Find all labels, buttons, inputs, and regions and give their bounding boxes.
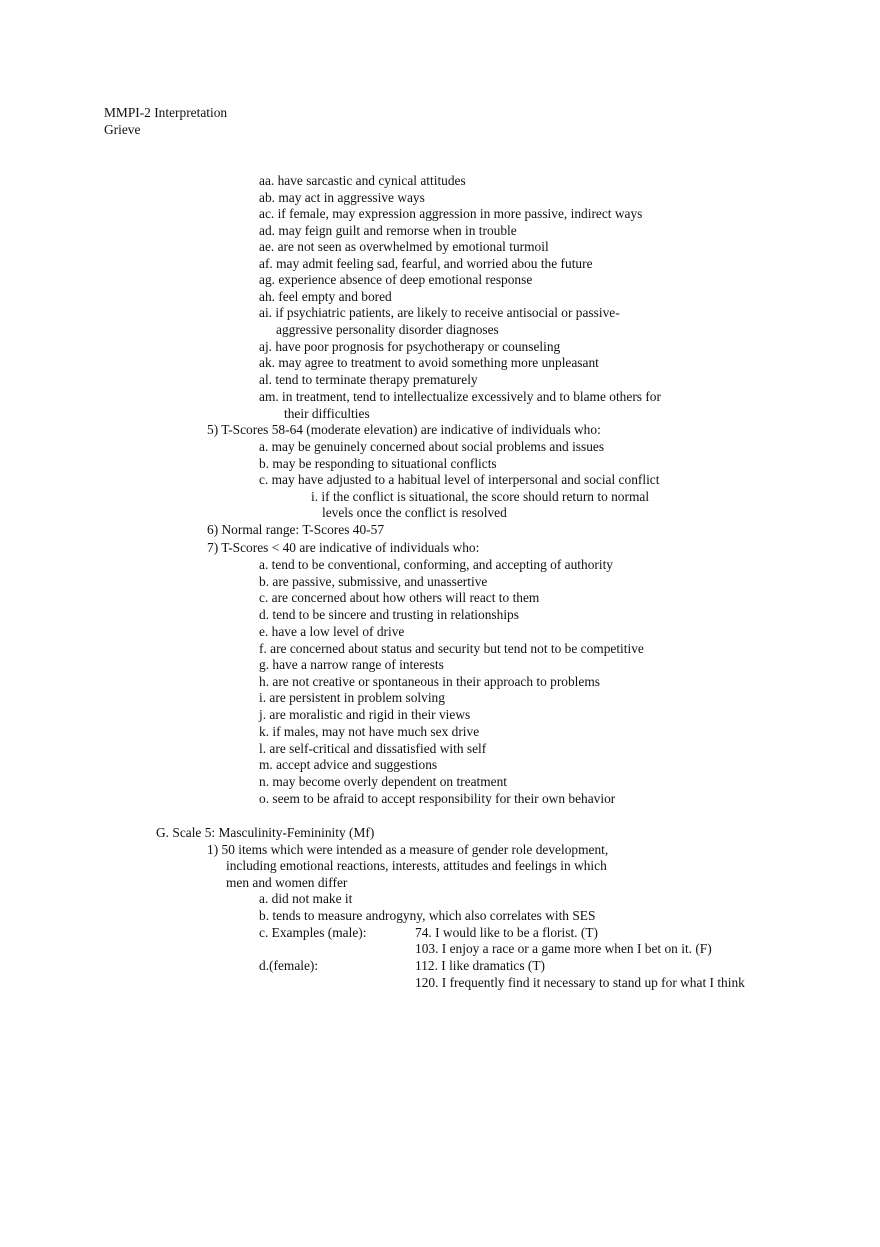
list-item: ab. may act in aggressive ways bbox=[259, 190, 425, 205]
example-item: 112. I like dramatics (T) bbox=[415, 958, 546, 973]
list-item: b. are passive, submissive, and unassertive bbox=[259, 574, 488, 589]
list-item: am. in treatment, tend to intellectualize excessively and to blame others for bbox=[259, 389, 661, 404]
list-item: l. are self-critical and dissatisfied with self bbox=[259, 741, 487, 756]
list-item: ac. if female, may expression aggression in more passive, indirect ways bbox=[259, 206, 643, 221]
section-heading-continuation: men and women differ bbox=[226, 875, 348, 890]
list-item: e. have a low level of drive bbox=[259, 624, 405, 639]
list-item: o. seem to be afraid to accept responsibility for their own behavior bbox=[259, 791, 616, 806]
sub-list-item: i. if the conflict is situational, the score should return to normal bbox=[311, 489, 650, 504]
document-title: MMPI-2 Interpretation bbox=[104, 105, 228, 120]
example-item: 74. I would like to be a florist. (T) bbox=[415, 925, 598, 940]
sub-list-item-continuation: levels once the conflict is resolved bbox=[322, 505, 507, 520]
list-item: aj. have poor prognosis for psychotherapy or counseling bbox=[259, 339, 561, 354]
example-item: 103. I enjoy a race or a game more when I bet on it. (F) bbox=[415, 941, 712, 956]
list-item: b. tends to measure androgyny, which also correlates with SES bbox=[259, 908, 596, 923]
list-item: a. tend to be conventional, conforming, and accepting of authority bbox=[259, 557, 613, 572]
list-item: a. did not make it bbox=[259, 891, 353, 906]
list-item: j. are moralistic and rigid in their views bbox=[259, 707, 471, 722]
examples-female-label: d.(female): bbox=[259, 958, 319, 973]
list-item: f. are concerned about status and security but tend not to be competitive bbox=[259, 641, 644, 656]
list-item: al. tend to terminate therapy prematurely bbox=[259, 372, 478, 387]
list-item: k. if males, may not have much sex drive bbox=[259, 724, 480, 739]
list-item: i. are persistent in problem solving bbox=[259, 690, 445, 705]
list-item: ae. are not seen as overwhelmed by emotional turmoil bbox=[259, 239, 549, 254]
list-item-continuation: their difficulties bbox=[284, 406, 370, 421]
list-item: ah. feel empty and bored bbox=[259, 289, 392, 304]
section-heading-continuation: including emotional reactions, interests, attitudes and feelings in which bbox=[226, 858, 607, 873]
list-item: n. may become overly dependent on treatment bbox=[259, 774, 508, 789]
section-heading: 5) T-Scores 58-64 (moderate elevation) are indicative of individuals who: bbox=[207, 422, 601, 437]
list-item: ai. if psychiatric patients, are likely to receive antisocial or passive- bbox=[259, 305, 620, 320]
list-item-continuation: aggressive personality disorder diagnoses bbox=[276, 322, 499, 337]
list-item: m. accept advice and suggestions bbox=[259, 757, 438, 772]
section-heading: 1) 50 items which were intended as a measure of gender role development, bbox=[207, 842, 609, 857]
list-item: ag. experience absence of deep emotional response bbox=[259, 272, 533, 287]
list-item: c. are concerned about how others will react to them bbox=[259, 590, 540, 605]
section-title: G. Scale 5: Masculinity-Femininity (Mf) bbox=[156, 825, 375, 840]
list-item: ad. may feign guilt and remorse when in trouble bbox=[259, 223, 517, 238]
list-item: a. may be genuinely concerned about social problems and issues bbox=[259, 439, 605, 454]
document-author: Grieve bbox=[104, 122, 141, 137]
list-item: b. may be responding to situational conflicts bbox=[259, 456, 497, 471]
examples-male-label: c. Examples (male): bbox=[259, 925, 367, 940]
example-item: 120. I frequently find it necessary to stand up for what I think bbox=[415, 975, 745, 990]
list-item: aa. have sarcastic and cynical attitudes bbox=[259, 173, 466, 188]
list-item: g. have a narrow range of interests bbox=[259, 657, 444, 672]
list-item: d. tend to be sincere and trusting in relationships bbox=[259, 607, 519, 622]
section-heading: 6) Normal range: T-Scores 40-57 bbox=[207, 522, 385, 537]
section-heading: 7) T-Scores < 40 are indicative of individuals who: bbox=[207, 540, 480, 555]
list-item: c. may have adjusted to a habitual level of interpersonal and social conflict bbox=[259, 472, 660, 487]
list-item: ak. may agree to treatment to avoid something more unpleasant bbox=[259, 355, 599, 370]
list-item: h. are not creative or spontaneous in their approach to problems bbox=[259, 674, 600, 689]
list-item: af. may admit feeling sad, fearful, and worried abou the future bbox=[259, 256, 593, 271]
